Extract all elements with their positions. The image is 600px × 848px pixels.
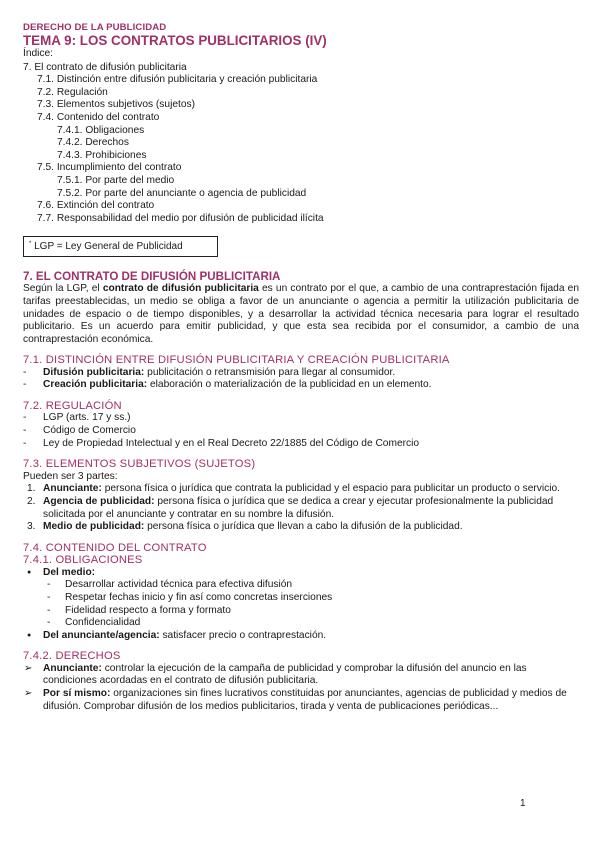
toc-item: 7.7. Responsabilidad del medio por difusión de publicidad ilícita <box>37 212 324 224</box>
document-page <box>23 22 579 713</box>
table-of-contents <box>23 62 579 226</box>
abbreviation-note <box>23 236 218 257</box>
arrow-bullet-icon: ➢ <box>24 662 33 674</box>
section-7-3-intro: Pueden ser 3 partes: <box>23 470 118 482</box>
page-number: 1 <box>520 798 526 809</box>
toc-item: 7.4.1. Obligaciones <box>57 124 145 136</box>
bullet-icon: ● <box>27 568 32 576</box>
index-label: Índice: <box>23 48 54 59</box>
section-heading-7-3: 7.3. ELEMENTOS SUBJETIVOS (SUJETOS) <box>23 458 256 471</box>
section-heading-7-2: 7.2. REGULACIÓN <box>23 399 122 412</box>
list-item: ● Del medio: <box>27 566 96 578</box>
toc-item: 7.5.2. Por parte del anunciante o agencia de publicidad <box>57 187 307 199</box>
list-item: - Desarrollar actividad técnica para efectiva difusión <box>47 579 293 591</box>
toc-item: 7.4. Contenido del contrato <box>37 111 160 123</box>
section-heading-7: 7. EL CONTRATO DE DIFUSIÓN PUBLICITARIA <box>23 270 281 284</box>
section-heading-7-4-1: 7.4.1. OBLIGACIONES <box>23 554 143 567</box>
list-item: - Creación publicitaria: elaboración o materialización de la publicidad en un elemento. <box>23 379 432 391</box>
list-item: - Difusión publicitaria: publicitación o retransmisión para llegar al consumidor. <box>23 366 396 378</box>
toc-item: 7.5.1. Por parte del medio <box>57 174 175 186</box>
note-marker: * <box>29 241 32 248</box>
section-heading-7-1: 7.1. DISTINCIÓN ENTRE DIFUSIÓN PUBLICITARIA Y CREACIÓN PUBLICITARIA <box>23 354 450 367</box>
list-item: - Código de Comercio <box>23 425 136 437</box>
arrow-bullet-icon: ➢ <box>24 687 33 699</box>
section-heading-7-4-2: 7.4.2. DERECHOS <box>23 650 121 663</box>
section-heading-7-4: 7.4. CONTENIDO DEL CONTRATO <box>23 541 207 554</box>
list-item: ● Del anunciante/agencia: satisfacer precio o contraprestación. <box>27 629 327 641</box>
toc-item: 7.1. Distinción entre difusión publicitaria y creación publicitaria <box>37 74 318 86</box>
list-item: ➢ Anunciante: controlar la ejecución de la campaña de publicidad y comprobar la difusión del anuncio en las condiciones acordadas en el contrato de difusión publicitaria. <box>24 662 527 687</box>
bullet-icon: ● <box>27 631 32 639</box>
toc-item: 7.4.2. Derechos <box>57 137 129 149</box>
toc-item: 7.4.3. Prohibiciones <box>57 149 147 161</box>
toc-item: 7. El contrato de difusión publicitaria <box>23 61 187 73</box>
section-7-paragraph: Según la LGP, el contrato de difusión publicitaria es un contrato por el que, a cambio de una contraprestación fijada en tarifas preestablecidas, un medio se obliga a favor de un anunciante o agencia a permitir la utilización publicitaria de unidades de espacio o de tiempo disponibles, y a desarrollar la actividad técnica necesaria para lograr el resultado publicitario. Es un acuerdo para emitir publicidad, y que esta sea recibida por el consumidor, a cambio de una contraprestación económica. <box>23 283 579 345</box>
list-item: ➢ Por sí mismo: organizaciones sin fines lucrativos constituidas por anunciantes, agencias de publicidad y medios de difusión. Comprobar difusión de los medios publicitarios, tirada y venta de publicaciones periódicas... <box>24 687 567 712</box>
list-item: 3. Medio de publicidad: persona física o jurídica que llevan a cabo la difusión de la publicidad. <box>27 521 463 533</box>
list-item: - LGP (arts. 17 y ss.) <box>23 412 131 424</box>
toc-item: 7.6. Extinción del contrato <box>37 200 155 212</box>
page-title: TEMA 9: LOS CONTRATOS PUBLICITARIOS (IV) <box>23 33 327 48</box>
list-item: - Ley de Propiedad Intelectual y en el Real Decreto 22/1885 del Código de Comercio <box>23 437 420 449</box>
subject-label: DERECHO DE LA PUBLICIDAD <box>23 22 167 33</box>
list-item: - Fidelidad respecto a forma y formato <box>47 604 231 616</box>
toc-item: 7.3. Elementos subjetivos (sujetos) <box>37 99 195 111</box>
toc-item: 7.2. Regulación <box>37 86 108 98</box>
list-item: - Confidencialidad <box>47 617 141 629</box>
note-text: LGP = Ley General de Publicidad <box>34 241 183 253</box>
list-item: 1. Anunciante: persona física o jurídica que contrata la publicidad y el espacio para publicitar un producto o servicio. <box>27 483 561 495</box>
list-item: 2. Agencia de publicidad: persona física o jurídica que se dedica a crear y ejecutar profesionalmente la publicidad solicitada por el anunciante y contratar en su nombre la difusión. <box>27 495 554 520</box>
toc-item: 7.5. Incumplimiento del contrato <box>37 162 182 174</box>
list-item: - Respetar fechas inicio y fin así como concretas inserciones <box>47 591 333 603</box>
